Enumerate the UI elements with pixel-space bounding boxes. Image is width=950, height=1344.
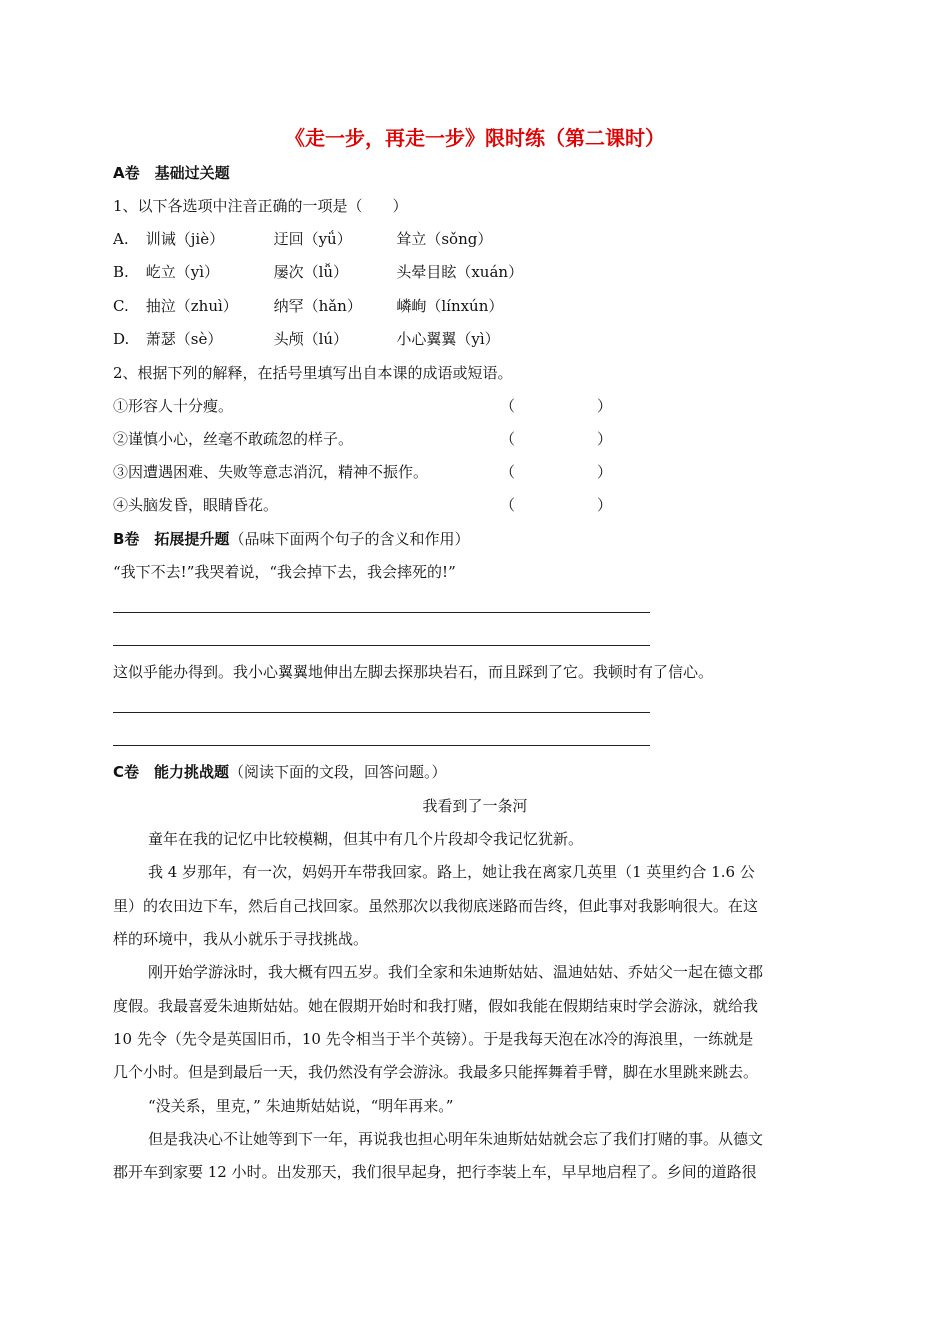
passage-line: “没关系，里克，” 朱迪斯姑姑说，“明年再来。”: [148, 1097, 454, 1115]
paren-close: ）: [596, 397, 612, 415]
answer-line[interactable]: [113, 645, 650, 646]
option-letter: C.: [113, 297, 129, 315]
answer-blank[interactable]: [500, 462, 612, 482]
option-item: 纳罕（hǎn）: [273, 297, 362, 315]
question-2-item: ①形容人十分瘦。: [113, 397, 234, 415]
passage-line: 但是我决心不让她等到下一年，再说我也担心明年朱迪斯姑姑就会忘了我们打赌的事。从德文: [148, 1130, 764, 1148]
paren-open: （: [500, 430, 516, 448]
paren-close: ）: [596, 430, 612, 448]
option-letter: A.: [113, 230, 129, 248]
option-item: 嶙峋（línxún）: [396, 297, 504, 315]
question-2-item: ②谨慎小心，丝毫不敢疏忽的样子。: [113, 430, 354, 448]
question-1-option-a: [113, 229, 492, 249]
paren-close: ）: [596, 463, 612, 481]
answer-line[interactable]: [113, 712, 650, 713]
paren-open: （: [500, 463, 516, 481]
section-b-heading: B卷 拓展提升题: [113, 530, 230, 548]
passage-line: 10 先令（先令是英国旧币，10 先令相当于半个英镑）。于是我每天泡在冰冷的海浪里，一练就是: [113, 1030, 754, 1048]
section-c-note: （阅读下面的文段，回答问题。）: [229, 763, 447, 781]
page-title: 《走一步，再走一步》限时练（第二课时）: [285, 126, 665, 150]
passage-line: 里）的农田边下车，然后自己找回家。虽然那次以我彻底迷路而告终，但此事对我影响很大。在这: [113, 897, 759, 915]
passage-line: 刚开始学游泳时，我大概有四五岁。我们全家和朱迪斯姑姑、温迪姑姑、乔姑父一起在德文郡: [148, 963, 764, 981]
paren-open: （: [500, 496, 516, 514]
question-2-item: ④头脑发昏，眼睛昏花。: [113, 496, 279, 514]
answer-blank[interactable]: [500, 495, 612, 515]
section-b-header: [113, 529, 469, 549]
option-letter: D.: [113, 330, 130, 348]
option-item: 头晕目眩（xuán）: [396, 263, 524, 281]
quoted-sentence-2: 这似乎能办得到。我小心翼翼地伸出左脚去探那块岩石，而且踩到了它。我顿时有了信心。: [113, 663, 714, 681]
passage-line: 样的环境中，我从小就乐于寻找挑战。: [113, 930, 369, 948]
answer-line[interactable]: [113, 745, 650, 746]
question-2-stem: 2、根据下列的解释，在括号里填写出自本课的成语或短语。: [113, 364, 513, 382]
paren-open: （: [500, 397, 516, 415]
option-item: 迂回（yǘ）: [273, 230, 352, 248]
option-item: 耸立（sǒng）: [396, 230, 493, 248]
option-item: 屡次（lǚ）: [273, 263, 349, 281]
answer-blank[interactable]: [500, 429, 612, 449]
section-c-header: [113, 762, 447, 782]
option-item: 抽泣（zhuì）: [145, 297, 238, 315]
paren-close: ）: [596, 496, 612, 514]
passage-line: 我 4 岁那年，有一次，妈妈开车带我回家。路上，她让我在离家几英里（1 英里约合 1.6 公: [148, 863, 755, 881]
question-1-option-d: [113, 329, 500, 349]
passage-title: 我看到了一条河: [422, 797, 528, 815]
section-a-heading: A卷 基础过关题: [113, 164, 230, 182]
passage-line: 童年在我的记忆中比较模糊，但其中有几个片段却令我记忆犹新。: [148, 830, 584, 848]
passage-line: 度假。我最喜爱朱迪斯姑姑。她在假期开始时和我打赌，假如我能在假期结束时学会游泳，就给我: [113, 997, 759, 1015]
section-b-note: （品味下面两个句子的含义和作用）: [229, 530, 470, 548]
answer-blank[interactable]: [500, 396, 612, 416]
section-c-heading: C卷 能力挑战题: [113, 763, 230, 781]
option-item: 头颅（lú）: [273, 330, 349, 348]
quoted-sentence-1: “我下不去!”我哭着说，“我会掉下去，我会摔死的!”: [113, 563, 456, 581]
question-1-option-c: [113, 296, 503, 316]
option-item: 萧瑟（sè）: [145, 330, 223, 348]
option-item: 小心翼翼（yì）: [396, 330, 500, 348]
answer-line[interactable]: [113, 612, 650, 613]
option-item: 屹立（yì）: [145, 263, 220, 281]
option-letter: B.: [113, 263, 129, 281]
passage-line: 几个小时。但是到最后一天，我仍然没有学会游泳。我最多只能挥舞着手臂，脚在水里跳来跳去。: [113, 1063, 759, 1081]
question-1-stem: 1、以下各选项中注音正确的一项是（ ）: [113, 197, 408, 215]
option-item: 训诫（jiè）: [145, 230, 225, 248]
question-1-option-b: [113, 262, 523, 282]
passage-line: 郡开车到家要 12 小时。出发那天，我们很早起身，把行李装上车，早早地启程了。乡间的道路很: [113, 1163, 757, 1181]
question-2-item: ③因遭遇困难、失败等意志消沉，精神不振作。: [113, 463, 429, 481]
